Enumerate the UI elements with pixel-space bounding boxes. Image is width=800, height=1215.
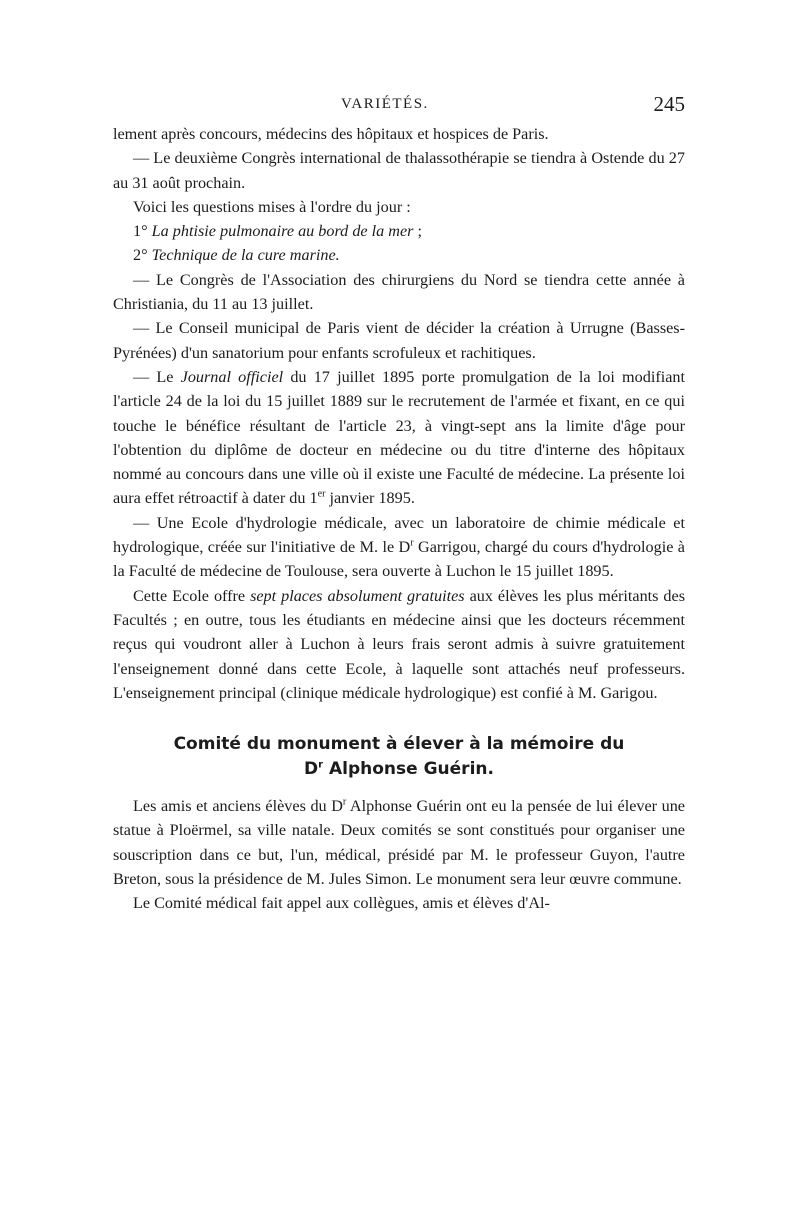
running-title: VARIÉTÉS. bbox=[341, 96, 429, 112]
section-heading bbox=[113, 732, 685, 782]
document-page bbox=[113, 92, 685, 916]
body-text bbox=[113, 122, 685, 916]
emphasis-places: sept places absolument gratuites bbox=[250, 586, 465, 605]
page-number: 245 bbox=[653, 92, 685, 116]
paragraph-agenda-intro: Voici les questions mises à l'ordre du jour : bbox=[133, 197, 411, 216]
section-heading-line1: Comité du monument à élever à la mémoire du bbox=[173, 734, 625, 755]
paragraph-ecole-hydrologie: — Une Ecole d'hydrologie médicale, avec un laboratoire de chimie médicale et hydrologique, créée sur l'initiative de M. le $D^r$ Garrigou, chargé du cours d'hydrologie à la Faculté de médecine de Toulouse, sera ouverte à Luchon le 15 juillet 1895. bbox=[113, 513, 685, 581]
agenda-item-2 bbox=[113, 243, 685, 267]
agenda-item-text: Technique de la cure marine. bbox=[151, 246, 340, 265]
agenda-item-number: 2° bbox=[133, 246, 148, 265]
paragraph-comite-medical: Le Comité médical fait appel aux collègues, amis et élèves d'Al- bbox=[133, 894, 550, 913]
paragraph-journal-officiel: — Le Journal officiel du 17 juillet 1895 porte promulgation de la loi modifiant l'article 24 de la loi du 15 juillet 1889 sur le recrutement de l'armée et fixant, en ce qui touche le bénéfice résultant de l'article 23, à vingt-sept ans la limite d'âge pour l'obtention du diplôme de docteur en médecine ou du titre d'interne des hôpitaux nommé au concours dans une ville où il existe une Faculté de médecine. La présente loi aura effet rétroactif à dater du 1er janvier 1895. bbox=[113, 367, 685, 508]
paragraph-continuation: lement après concours, médecins des hôpitaux et hospices de Paris. bbox=[113, 125, 549, 143]
journal-title: Journal officiel bbox=[180, 367, 284, 386]
paragraph-congres-chirurgiens: — Le Congrès de l'Association des chirurgiens du Nord se tiendra cette année à Christiania, du 11 au 13 juillet. bbox=[113, 270, 685, 314]
paragraph-sanatorium: — Le Conseil municipal de Paris vient de décider la création à Urrugne (Basses-Pyrénées) d'un sanatorium pour enfants scrofuleux et rachitiques. bbox=[113, 319, 685, 362]
agenda-item-1: 1° La phtisie pulmonaire au bord de la mer ; bbox=[133, 222, 423, 241]
section-heading-line2: $D^r$ Alphonse Guérin. bbox=[304, 759, 494, 780]
paragraph-thalassotherapie: — Le deuxième Congrès international de thalassothérapie se tiendra à Ostende du 27 au 31 août prochain. bbox=[113, 149, 685, 192]
paragraph-guerin: Les amis et anciens élèves du $D^r$ Alphonse Guérin ont eu la pensée de lui élever une statue à Ploërmel, sa ville natale. Deux comités se sont constitués pour organiser une souscription dans ce but, l'un, médical, présidé par M. le professeur Guyon, l'autre Breton, sous la présidence de M. Jules Simon. Le monument sera leur œuvre commune. bbox=[113, 796, 685, 889]
running-head bbox=[113, 92, 685, 122]
agenda-item-number: 1° bbox=[133, 222, 148, 241]
agenda-item-text: La phtisie pulmonaire au bord de la mer bbox=[151, 222, 414, 241]
paragraph-places-gratuites: Cette Ecole offre sept places absolument gratuites aux élèves les plus méritants des Facultés ; en outre, tous les étudiants en médecine ainsi que les docteurs récemment reçus qui voudront aller à Luchon à leurs frais seront admis à suivre gratuitement l'enseignement donné dans cette Ecole, à laquelle sont attachés neuf professeurs. L'enseignement principal (clinique médicale hydrologique) est confié à M. Garigou. bbox=[113, 586, 686, 702]
